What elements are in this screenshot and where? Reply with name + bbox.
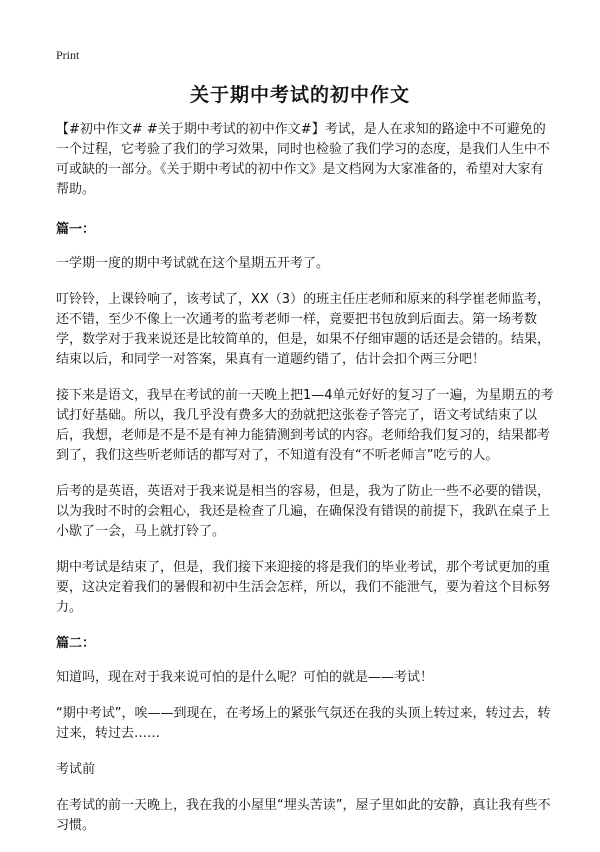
intro-paragraph: 【#初中作文# #关于期中考试的初中作文#】考试，是人在求知的路途中不可避免的一个过程，它考验了我们的学习效果，同时也检验了我们学习的态度，是我们人生中不可或缺的一部分。《关于期中考试的初中作文》是文档网为大家准备的，希望对大家有帮助。 — [56, 122, 551, 197]
section-2-paragraph-3: 考试前 — [56, 762, 96, 777]
section-2-paragraph-1: 知道吗，现在对于我来说可怕的是什么呢？可怕的就是——考试！ — [56, 670, 434, 685]
section-1-paragraph-3: 接下来是语文，我早在考试的前一天晚上把1—4单元好好的复习了一遍，为星期五的考试打好基础。所以，我几乎没有费多大的劲就把这张卷子答完了，语文考试结束了以后，我想，老师是不是不是有神力能猜测到考试的内容。老师给我们复习的，结果都考到了，我们这些听老师话的都写对了，不知道有没有“不听老师言”吃亏的人。 — [56, 388, 554, 463]
section-heading-2: 篇二： — [56, 636, 96, 651]
section-1-paragraph-2: 叮铃铃，上课铃响了，该考试了，XX（3）的班主任庄老师和原来的科学崔老师监考，还不错，至少不像上一次通考的监考老师一样，竟要把书包放到后面去。第一场考数学，数学对于我来说还是比较简单的，但是，如果不仔细审题的话还是会错的。结果，结束以后，和同学一对答案，果真有一道题约错了，估计会扣个两三分吧！ — [56, 292, 551, 367]
page-title: 关于期中考试的初中作文 — [189, 84, 410, 106]
section-2-paragraph-4: 在考试的前一天晚上，我在我的小屋里“埋头苦读”，屋子里如此的安静，真让我有些不习惯。 — [56, 798, 551, 833]
section-1-paragraph-4: 后考的是英语，英语对于我来说是相当的容易，但是，我为了防止一些不必要的错误，以为我时不时的会粗心，我还是检查了几遍，在确保没有错误的前提下，我趴在桌子上小歇了一会，马上就打铃了。 — [56, 484, 551, 539]
article-body — [56, 120, 556, 852]
section-heading-1: 篇一： — [56, 222, 96, 237]
section-2-paragraph-2: “期中考试”，唉——到现在，在考场上的紧张气氛还在我的头顶上转过来，转过去，转过来，转过去…… — [56, 706, 551, 741]
section-1-paragraph-1: 一学期一度的期中考试就在这个星期五开考了。 — [56, 256, 330, 271]
section-1-paragraph-5: 期中考试是结束了，但是，我们接下来迎接的将是我们的毕业考试，那个考试更加的重要，这决定着我们的暑假和初中生活会怎样，所以，我们不能泄气，要为着这个目标努力。 — [56, 560, 551, 615]
print-label: Print — [56, 48, 80, 62]
